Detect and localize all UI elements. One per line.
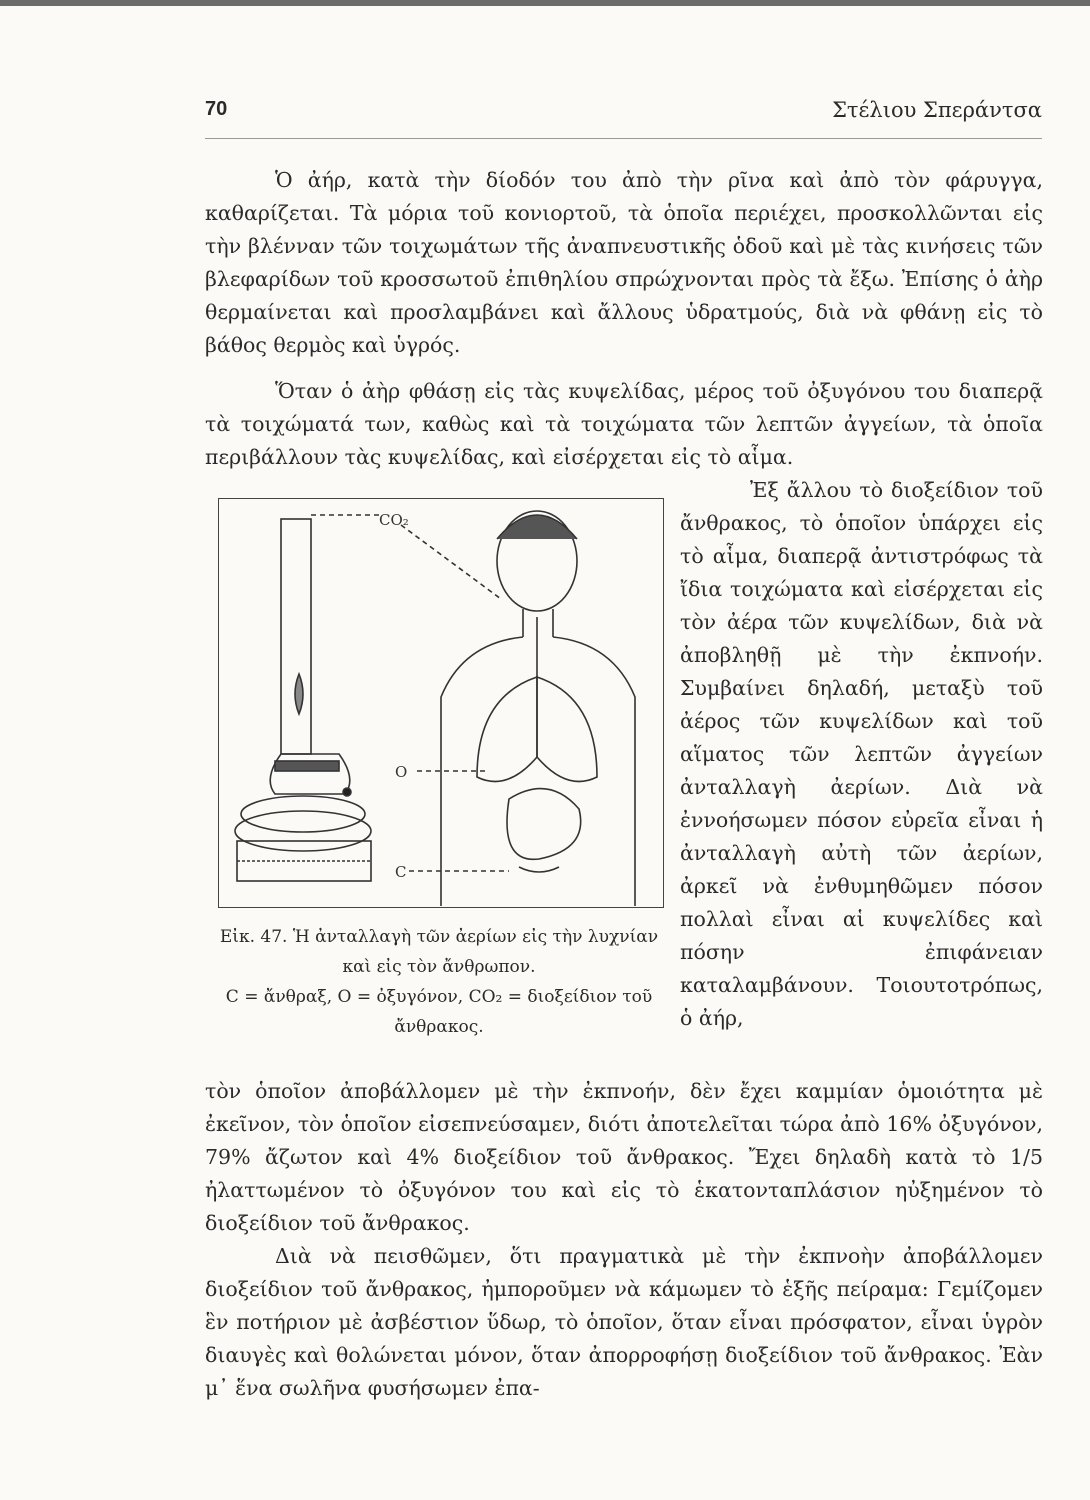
lamp-ring-lower [235, 811, 371, 851]
caption-line-1: Εἰκ. 47. Ἡ ἀνταλλαγὴ τῶν ἀερίων εἰς τὴν λυχνίαν καὶ εἰς τὸν ἄνθρωπον. [219, 927, 659, 977]
running-head: Στέλιου Σπεράντσα [832, 98, 1042, 122]
paragraph-air-filtering: Ὁ ἀήρ, κατὰ τὴν δίοδόν του ἀπὸ τὴν ρῖνα καὶ ἀπὸ τὸν φάρυγγα, καθαρίζεται. Τὰ μόρια τοῦ κονιορτοῦ, τὰ ὁποῖα περιέχει, προσκολλῶνται εἰς τὴν βλένναν τῶν τοιχωμάτων τῆς ἀναπνευστικῆς ὁδοῦ καὶ μὲ τὰς κινήσεις τῶν βλεφαρίδων τοῦ κροσσωτοῦ ἐπιθηλίου σπρώχνονται πρὸς τὰ ἔξω. Ἐπίσης ὁ ἀὴρ θερμαίνεται καὶ προσλαμβάνει καὶ ἄλλους ὑδρατμούς, διὰ νὰ φθάνῃ εἰς τὸ βάθος θερμὸς καὶ ὑγρός. [205, 168, 1043, 357]
figure-illustration [219, 499, 662, 906]
page-header [205, 98, 1042, 134]
figure-caption [205, 922, 673, 1042]
lamp-burner [275, 761, 339, 771]
paragraph-oxygen-exchange: Ὅταν ὁ ἀὴρ φθάσῃ εἰς τὰς κυψελίδας, μέρος τοῦ ὀξυγόνου του διαπερᾷ τὰ τοιχώματά των, καθὼς καὶ τὰ τοιχώματα τῶν λεπτῶν ἀγγείων, τὰ ὁποῖα περιβάλλουν τὰς κυψελίδας, καὶ εἰσέρχεται εἰς τὸ αἷμα. [205, 379, 1043, 469]
page-number: 70 [205, 98, 228, 120]
paragraph-experiment: Διὰ νὰ πεισθῶμεν, ὅτι πραγματικὰ μὲ τὴν ἐκπνοὴν ἀποβάλλομεν διοξείδιον τοῦ ἄνθρακος, ἠμποροῦμεν νὰ κάμωμεν τὸ ἑξῆς πείραμα: Γεμίζομεν ἓν ποτήριον μὲ ἀσβέστιον ὕδωρ, τὸ ὁποῖον, ὅταν εἶναι πρόσφατον, εἶναι ὑγρὸν διαυγὲς καὶ θολώνεται μόνον, ὅταν ἀπορροφήσῃ διοξείδιον τοῦ ἄνθρακος. Ἐὰν μ᾽ ἕνα σωλῆνα φυσήσωμεν ἐπα- [205, 1244, 1043, 1400]
stomach [507, 789, 581, 860]
paragraph-exhaled-air: τὸν ὁποῖον ἀποβάλλομεν μὲ τὴν ἐκπνοήν, δὲν ἔχει καμμίαν ὁμοιότητα μὲ ἐκεῖνον, τὸν ὁποῖον εἰσεπνεύσαμεν, διότι ἀποτελεῖται τώρα ἀπὸ 16% ὀξυγόνον, 79% ἄζωτον καὶ 4% διοξείδιον τοῦ ἄνθρακος. Ἔχει δηλαδὴ κατὰ τὸ 1/5 ἠλαττωμένον τὸ ὀξυγόνον του καὶ εἰς τὸ ἑκατονταπλάσιον ηὐξημένον τὸ διοξείδιον τοῦ ἄνθρακος. [205, 1079, 1043, 1235]
right-lung [537, 677, 597, 782]
caption-line-2: C = ἄνθραξ, O = ὀξυγόνον, CO₂ = διοξείδιον τοῦ ἄνθρακος. [225, 987, 653, 1037]
neck [523, 609, 553, 637]
lamp-knob [343, 788, 351, 796]
label-co2: CO₂ [379, 511, 409, 529]
label-c: C [395, 863, 407, 881]
lamp-flame [295, 674, 303, 714]
scan-top-edge [0, 0, 1090, 6]
figure-47 [218, 498, 664, 908]
header-rule [205, 138, 1042, 139]
liquid [519, 867, 559, 872]
label-o: O [395, 763, 408, 781]
lamp-globe [270, 754, 350, 794]
hair [497, 515, 577, 539]
lamp-ring-upper [241, 796, 365, 832]
left-lung [477, 677, 537, 782]
lamp-chimney [281, 519, 311, 754]
paragraph-co2-exchange: Ἐξ ἄλλου τὸ διοξείδιον τοῦ ἄνθρακος, τὸ ὁποῖον ὑπάρχει εἰς τὸ αἷμα, διαπερᾷ ἀντιστρόφως τὰ ἴδια τοιχώματα καὶ εἰσέρχεται εἰς τὸν ἀέρα τῶν κυψελίδων, διὰ νὰ ἀποβληθῇ μὲ τὴν ἐκπνοήν. Συμβαίνει δηλαδή, μεταξὺ τοῦ ἀέρος τῶν κυψελίδων καὶ τοῦ αἵματος τῶν λεπτῶν ἀγγείων ἀνταλλαγὴ ἀερίων. Διὰ νὰ ἐννοήσωμεν πόσον εὐρεῖα εἶναι ἡ ἀνταλλαγὴ αὐτὴ τῶν ἀερίων, ἀρκεῖ νὰ ἐνθυμηθῶμεν πόσον πολλαὶ εἶναι αἱ κυψελίδες καὶ πόσην ἐπιφάνειαν καταλαμβάνουν. Τοιουτοτρόπως, ὁ ἀήρ, [680, 478, 1043, 1030]
